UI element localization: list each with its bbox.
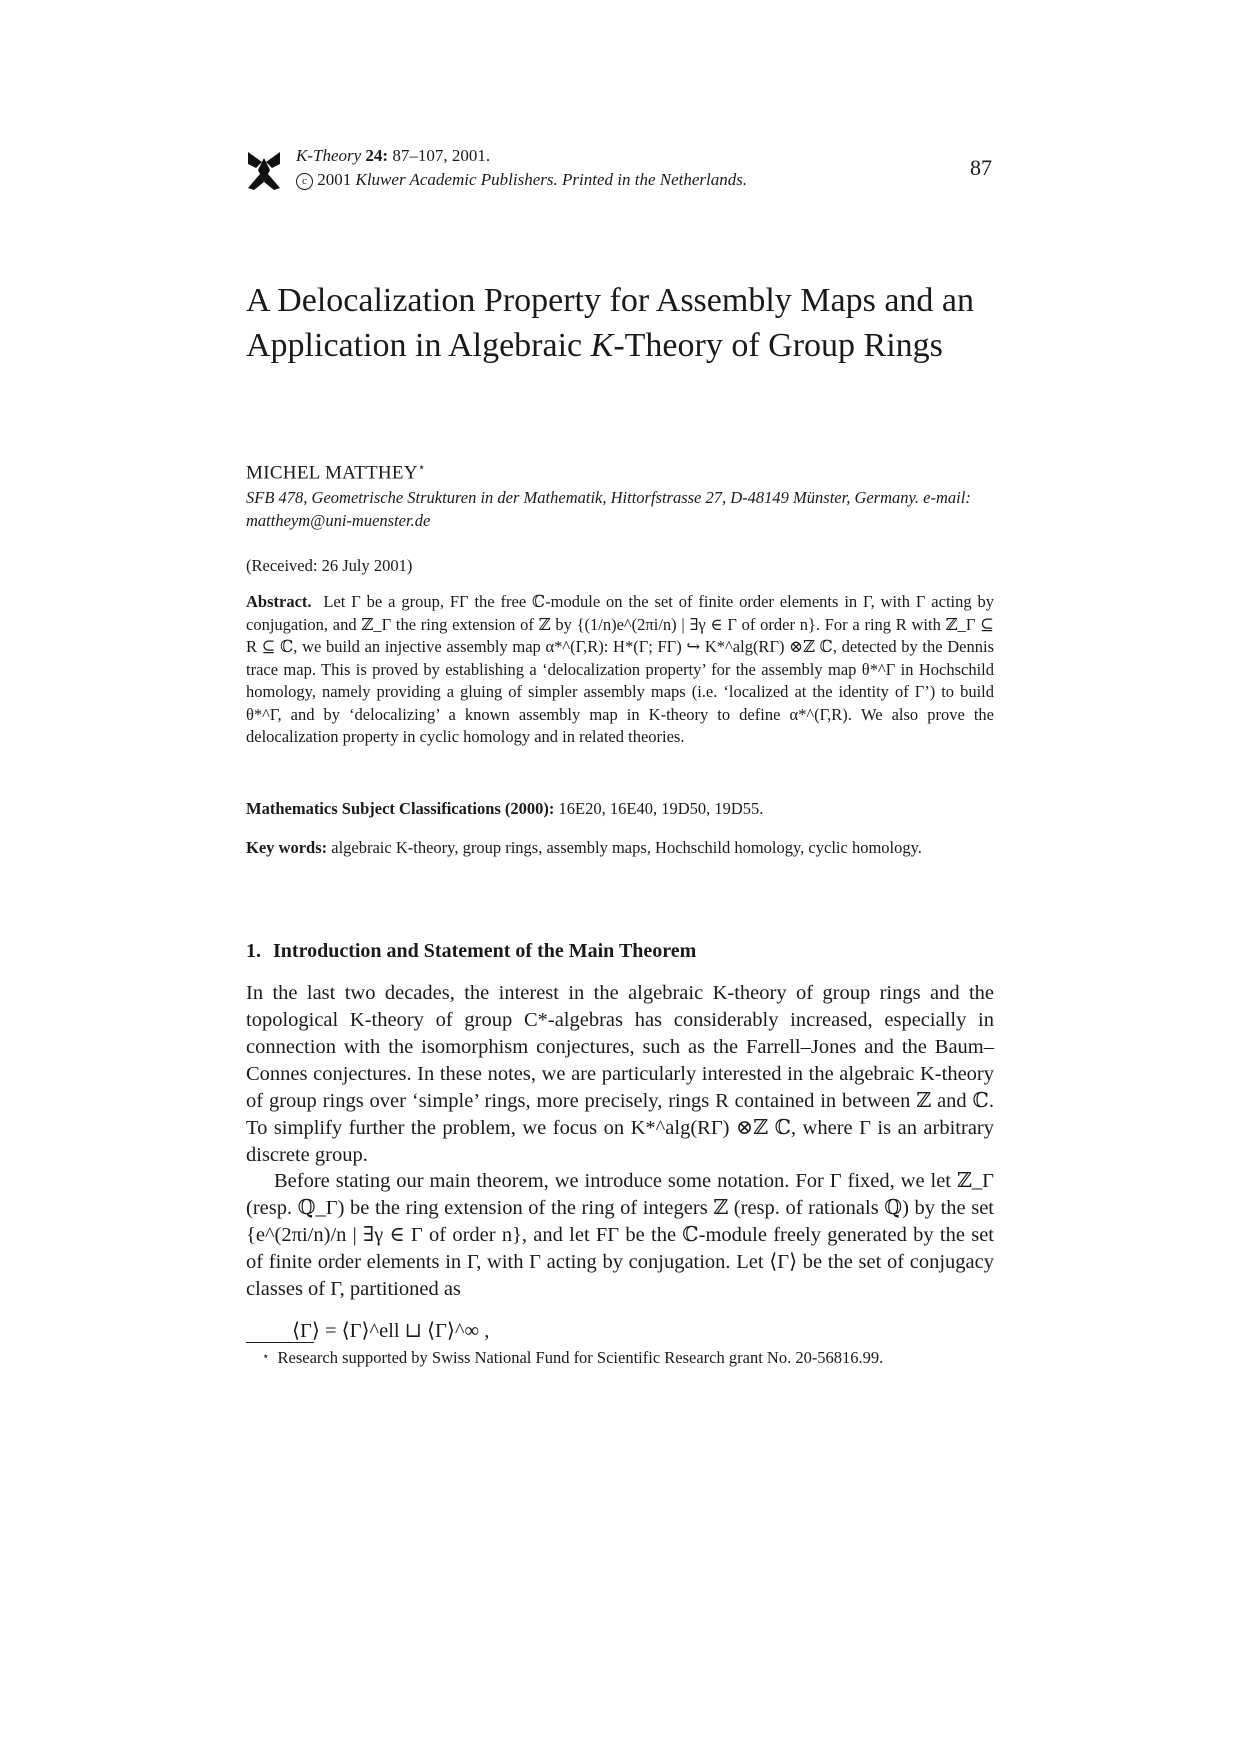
msc-label: Mathematics Subject Classifications (2000):: [246, 799, 555, 818]
footnote: [262, 1348, 883, 1368]
section-title: Introduction and Statement of the Main Theorem: [273, 940, 697, 962]
intro-paragraph-2: Before stating our main theorem, we introduce some notation. For Γ fixed, we let ℤ_Γ (resp. ℚ_Γ) be the ring extension of the ring of integers ℤ (resp. of rationals ℚ) by the set {e^(2πi/n)/n | ∃γ ∈ Γ of order n}, and let FΓ be the ℂ-module freely generated by the set of finite order elements in Γ, with Γ acting by conjugation. Let ⟨Γ⟩ be the set of conjugacy classes of Γ, partitioned as: [246, 1170, 994, 1300]
intro-paragraph-1: In the last two decades, the interest in the algebraic K-theory of group rings and the topological K-theory of group C*-algebras has considerably increased, especially in connection with the isomorphism conjectures, such as the Farrell–Jones and the Baum–Connes conjectures. In these notes, we are particularly interested in the algebraic K-theory of group rings over ‘simple’ rings, more precisely, rings R contained in between ℤ and ℂ. To simplify further the problem, we focus on K*^alg(RΓ) ⊗ℤ ℂ, where Γ is an arbitrary discrete group.: [246, 982, 994, 1166]
copyright-icon: c: [296, 173, 313, 190]
abstract-text: Let Γ be a group, FΓ the free ℂ-module on the set of finite order elements in Γ, with Γ acting by conjugation, and ℤ_Γ the ring extension of ℤ by {(1/n)e^(2πi/n) | ∃γ ∈ Γ of order n}. For a ring R with ℤ_Γ ⊆ R ⊆ ℂ, we build an injective assembly map α*^(Γ,R): H*(Γ; FΓ) ↪ K*^alg(RΓ) ⊗ℤ ℂ, detected by the Dennis trace map. This is proved by establishing a ‘delocalization property’ for the assembly map θ*^Γ in Hochschild homology, namely providing a gluing of simpler assembly maps (i.e. ‘localized at the identity of Γ’) to build θ*^Γ, and by ‘delocalizing’ a known assembly map in K-theory to define α*^(Γ,R). We also prove the delocalization property in cyclic homology and in related theories.: [246, 592, 995, 746]
journal-name: K-Theory: [296, 146, 362, 165]
title-k: K: [590, 327, 614, 364]
copyright-year: 2001: [317, 170, 352, 189]
msc-classification: [246, 799, 763, 819]
journal-volume: 24:: [365, 146, 389, 165]
abstract-label: Abstract.: [246, 592, 312, 611]
publisher-logo-icon: [246, 148, 282, 192]
footnote-text: Research supported by Swiss National Fund for Scientific Research grant No. 20-56816.99.: [277, 1348, 884, 1367]
section-heading: [246, 940, 708, 963]
journal-citation: [296, 144, 747, 192]
received-date: (Received: 26 July 2001): [246, 556, 413, 575]
author-name: [246, 460, 426, 484]
author-affiliation: SFB 478, Geometrische Strukturen in der Mathematik, Hittorfstrasse 27, D-48149 Münster, Germany. e-mail: mattheym@uni-muenster.de: [246, 488, 971, 530]
publisher-name: Kluwer Academic Publishers.: [355, 170, 558, 189]
keywords-label: Key words:: [246, 838, 328, 857]
journal-pages-year: 87–107, 2001.: [392, 146, 491, 165]
author-name-text: MICHEL MATTHEY: [246, 462, 418, 484]
journal-line-2: [296, 168, 747, 192]
page-number: 87: [970, 155, 992, 180]
title-part-1: A Delocalization Property for Assembly Maps and an Application in Algebraic: [246, 282, 975, 364]
title-part-2: -Theory of Group Rings: [613, 327, 943, 364]
paper-title: [246, 278, 1006, 368]
msc-value: 16E20, 16E40, 19D50, 19D55.: [558, 799, 764, 818]
printed-note: Printed in the Netherlands.: [562, 170, 748, 189]
abstract: [246, 591, 994, 749]
keywords: [246, 837, 994, 860]
journal-line-1: [296, 144, 747, 168]
author-footnote-marker: ⋆: [417, 460, 426, 474]
footnote-rule: [246, 1342, 314, 1343]
section-number: 1.: [246, 940, 261, 962]
display-formula: ⟨Γ⟩ = ⟨Γ⟩^ell ⊔ ⟨Γ⟩^∞ ,: [292, 1320, 490, 1342]
keywords-value: algebraic K-theory, group rings, assembly maps, Hochschild homology, cyclic homology.: [331, 838, 922, 857]
footnote-marker: ⋆: [262, 1349, 270, 1363]
